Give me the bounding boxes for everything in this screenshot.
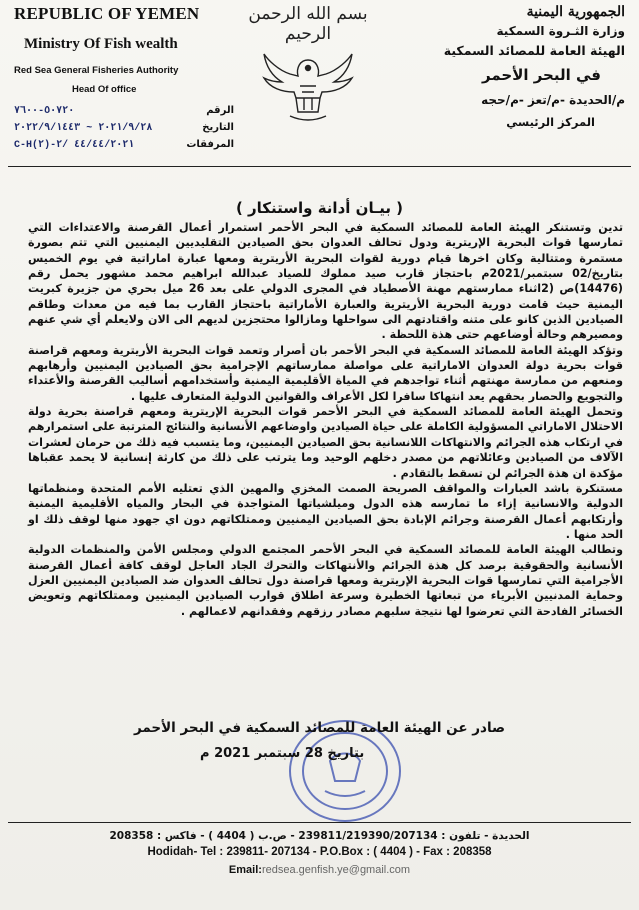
email-link[interactable]: redsea.genfish.ye@gmail.com (261, 864, 411, 876)
issue-date: بتاريخ 28 سبتمبر 2021 م (200, 746, 365, 761)
statement-title: ( بيـان أدانة واستنكار ) (235, 199, 404, 217)
footer-divider (8, 822, 631, 823)
header-english (14, 4, 214, 95)
office-name-en: Head Of office (72, 84, 137, 95)
ministry-name-en: Ministry Of Fish wealth (24, 36, 178, 52)
header-arabic (415, 4, 625, 129)
cities-ar: م/الحديدة -م/تعز -م/حجه (481, 93, 625, 107)
country-name-en: REPUBLIC OF YEMEN (14, 4, 200, 23)
ref-number-label: الرقم (206, 105, 234, 116)
date-label: التاريخ (202, 122, 234, 133)
country-name-ar: الجمهورية اليمنية (526, 4, 625, 20)
issuer-line: صادر عن الهيئة العامة للمصائد السمكية في البحر الأحمر (133, 720, 506, 736)
authority-name-en: Red Sea General Fisheries Authority (14, 65, 179, 76)
date-value: ٢٠٢١/٩/٢٨ ~ ٢٠٢٢/٩/١٤٤٣ (14, 122, 153, 134)
ministry-name-ar: وزارة الثـروة السمكية (496, 24, 625, 38)
yemen-eagle-emblem-icon (260, 46, 356, 124)
ref-number-value: ٥٠٧٢٠-٧٦٠٠ (14, 105, 75, 117)
footer (14, 830, 625, 876)
header-emblem (228, 0, 388, 124)
statement-body (28, 220, 623, 619)
footer-email (14, 864, 625, 876)
header-divider (8, 166, 631, 167)
attachments-label: المرفقات (186, 139, 234, 150)
footer-english-contact: Hodidah- Tel : 239811- 207134 - P.O.Box : ( 4404 ) - Fax : 208358 (147, 846, 492, 858)
authority-name-ar: الهيئة العامة للمصائد السمكية (443, 43, 625, 58)
paragraph-5: وتطالب الهيئة العامة للمصائد السمكية في البحر الأحمر المجتمع الدولي ومجلس الأمن والمنظمات الدولية الأنسانية والحقوقية برصد كل هذة الجرائم والأنتهاكات والتحرك الجاد العاجل لوقف كافة أعمال القرصنة الأجرامية التي تمارسها قوات البحرية الإريترية ومعها قراصنة دول تحالف العدوان ضد الصيادين اليمنيين العزل وحماية المدنيين الأبرياء من تبعاتها الخطيرة وسرعة اطلاق قوارب الصيادين اليمنيين وممتلكاتهم وتعويض الخسائر الفادحة التي تعرضوا لها نتيجة سلبهم مصادر رزقهم وفقدانهم لاعمالهم . (28, 543, 623, 618)
paragraph-3: وتحمل الهيئة العامة للمصائد السمكية في البحر الأحمر قوات البحرية الإريترية ومعهم قراصنة بحرية دولة الاحتلال الاماراتي المسؤولية الكاملة على حياة الصيادين واوضاعهم الأنسانية والنتائج المترتبة على استمرارهم في ارتكاب هذه الجرائم والانتهاكات اللانسانية بحق الصيادين اليمنيين، وما يتسبب فيه ذلك من حرمان لعشرات الآلاف من الصيادين وعائلاتهم من مصدر دخلهم الوحيد وما يترتب على ذلك من كارثة إنسانية لا يحمد عقباها مؤكدة ان هذة الجرائم لن تسقط بالتقادم . (28, 405, 623, 480)
reference-block (14, 102, 234, 153)
attachments-value: C-H٤٤/٤٤/٢٠٢١ /٢-(٢) (14, 139, 135, 151)
office-name-ar: المركز الرئيسي (506, 115, 595, 129)
email-label: Email: (228, 864, 262, 876)
basmala: بسم الله الرحمن الرحيم (248, 4, 368, 44)
footer-arabic-contact: الحديدة - تلفون : 239811/219390/207134 - ص.ب ( 4404 ) - فاكس : 208358 (109, 830, 530, 842)
region-name-ar: في البحر الأحمر (482, 66, 601, 84)
paragraph-1: تدين وتستنكر الهيئة العامة للمصائد السمكية في البحر الأحمر استمرار أعمال القرصنة والاعتداءات التي تمارسها قوات البحرية الإريترية ودول تحالف العدوان بحق الصيادين التقليديين اليمنيين التي تتم بصورة مستمرة ومتتالية وكان اخرها قيام دورية لقوات البحرية الأريترية ومعها عبارة اماراتية في يوم الخميس بتاريخ/02 سبتمبر/2021م باحتجاز قارب صيد مملوك للصياد عبدالله ابراهيم محمد مشهور يحمل رقم (14476)ص (2اثناء ممارستهم مهنة الأصطياد في المجرى الدولي على بعد 26 ميل بحري من جزيرة كبريت اليمنية حيث قامت دورية البحرية الأريترية والعبارة الأماراتية باحتجاز القارب بما فيه من معدات وطاقم الصيادين الذين كانو على متنه واقتادتهم الى سواحلها ومازالوا محتجزين لديهم الى الان ولايعلم أي شي عنهم ومصيرهم وحالة أوضاعهم حتى هذة اللحظة . (28, 221, 624, 342)
paragraph-2: وتؤكد الهيئة العامة للمصائد السمكية في البحر الأحمر بان أصرار وتعمد قوات البحرية الأريترية ومعهم قراصنة قوات بحرية دولة العدوان الاماراتية على مواصلة ممارساتهم الإجرامية بحق الصيادين اليمنيين وأرهابهم ومنعهم من ممارسة مهنتهم أثناء تواجدهم في المياة الأقليمية اليمنية وأستخدامهم أساليب القرصنة والأعتداء والتجويع والحصار بحقهم يعد انتهاكا سافرا لكل الأعراف والقوانين الدولية المتعارف عليها . (28, 343, 623, 403)
paragraph-4: مستنكرة باشد العبارات والمواقف الصريحة الصمت المخزي والمهين الذي تعتليه الأمم المتحدة ومنظماتها الدولية والانسانية إزاء ما تمارسه هذه الدول وميلشياتها المتواجدة في البحار والمياه الأقليمية اليمنية وأرتكابهم أعمال القرصنة وجرائم الإبادة بحق الصيادين اليمنيين وممتلكاتهم دون اي جهود منها لوقف ذلك او الحد منها . (28, 481, 623, 541)
